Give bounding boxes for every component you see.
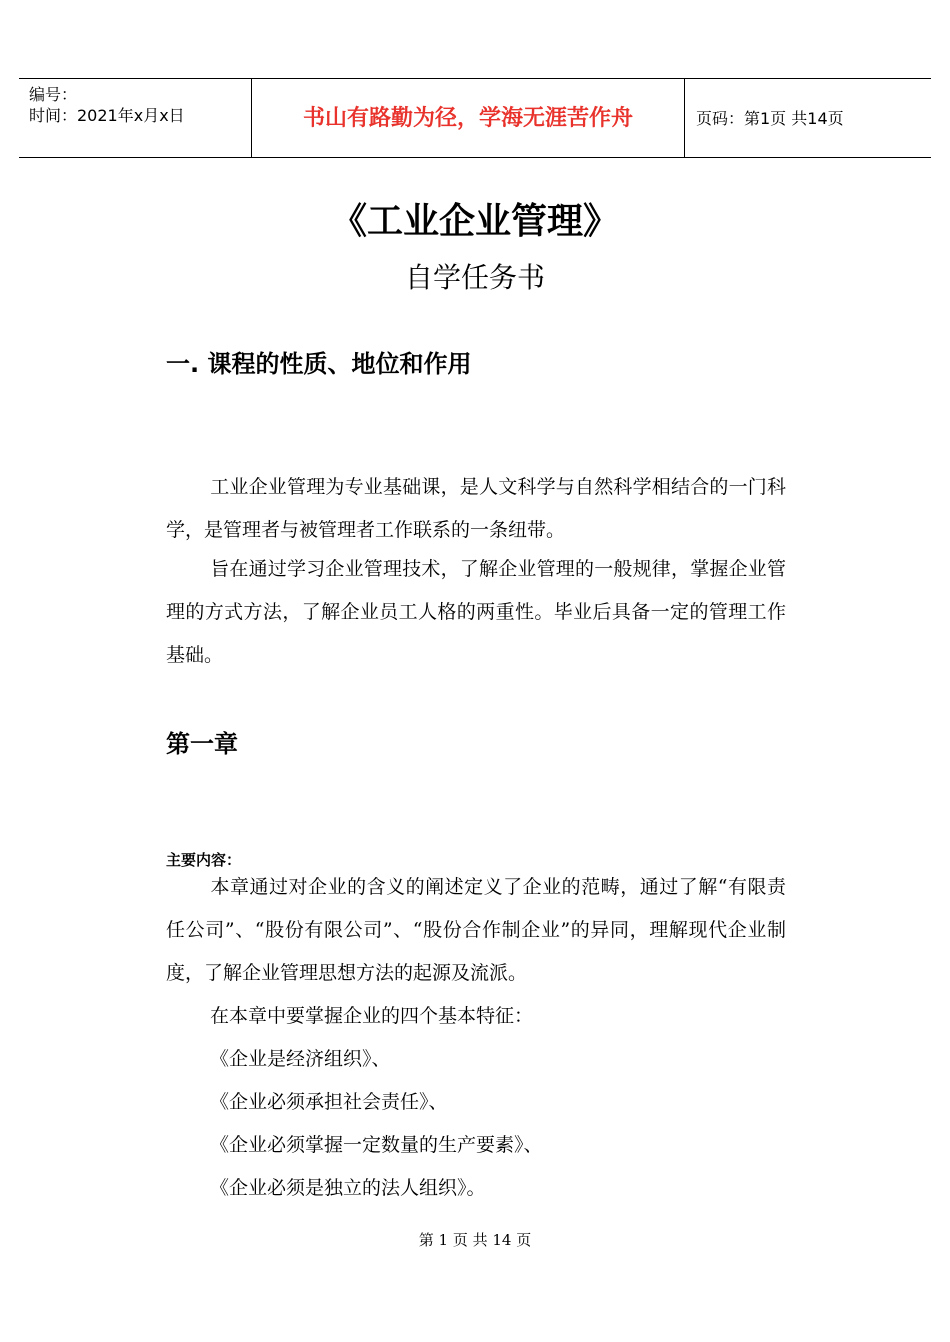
header-motto-cell: [251, 79, 685, 157]
list-item: 《企业是经济组织》、: [210, 1048, 391, 1070]
document-subtitle: 自学任务书: [404, 261, 545, 294]
list-item: 《企业必须掌握一定数量的生产要素》、: [210, 1134, 543, 1156]
paragraph-text: 工业企业管理为专业基础课，是人文科学与自然科学相结合的一门科学，是管理者与被管理者工作联系的一条纽带。: [166, 476, 786, 541]
main-content-label: 主要内容：: [166, 851, 242, 869]
header-motto: 书山有路勤为径，学海无涯苦作舟: [302, 106, 633, 131]
paragraph-text: 本章通过对企业的含义的阐述定义了企业的范畴，通过了解“有限责任公司”、“股份有限公司”、“股份合作制企业”的异同，理解现代企业制度，了解企业管理思想方法的起源及流派。: [166, 876, 786, 984]
paragraph-text: 在本章中要掌握企业的四个基本特征：: [210, 1005, 534, 1027]
page-header: [19, 78, 931, 158]
header-meta-cell: [19, 79, 251, 157]
header-page-info: 页码：第1页 共14页: [696, 109, 844, 128]
list-item: 《企业必须承担社会责任》、: [210, 1091, 448, 1113]
body-paragraph: [166, 866, 786, 995]
document-title: 《工业企业管理》: [330, 201, 619, 242]
chapter-heading: 第一章: [166, 730, 238, 758]
body-paragraph: [166, 466, 786, 552]
list-item: 《企业必须是独立的法人组织》。: [210, 1177, 486, 1199]
section-heading: 一. 课程的性质、地位和作用: [166, 350, 472, 378]
body-paragraph: [166, 548, 786, 677]
paragraph-text: 旨在通过学习企业管理技术，了解企业管理的一般规律，掌握企业管理的方式方法，了解企业员工人格的两重性。毕业后具备一定的管理工作基础。: [166, 558, 786, 666]
body-paragraph: [166, 995, 786, 1038]
document-time-label: 时间：2021年x月x日: [29, 106, 185, 125]
header-page-cell: [684, 79, 931, 157]
document-number-label: 编号：: [29, 85, 78, 104]
features-list: [210, 1038, 543, 1210]
page-footer: 第 1 页 共 14 页: [418, 1231, 532, 1249]
